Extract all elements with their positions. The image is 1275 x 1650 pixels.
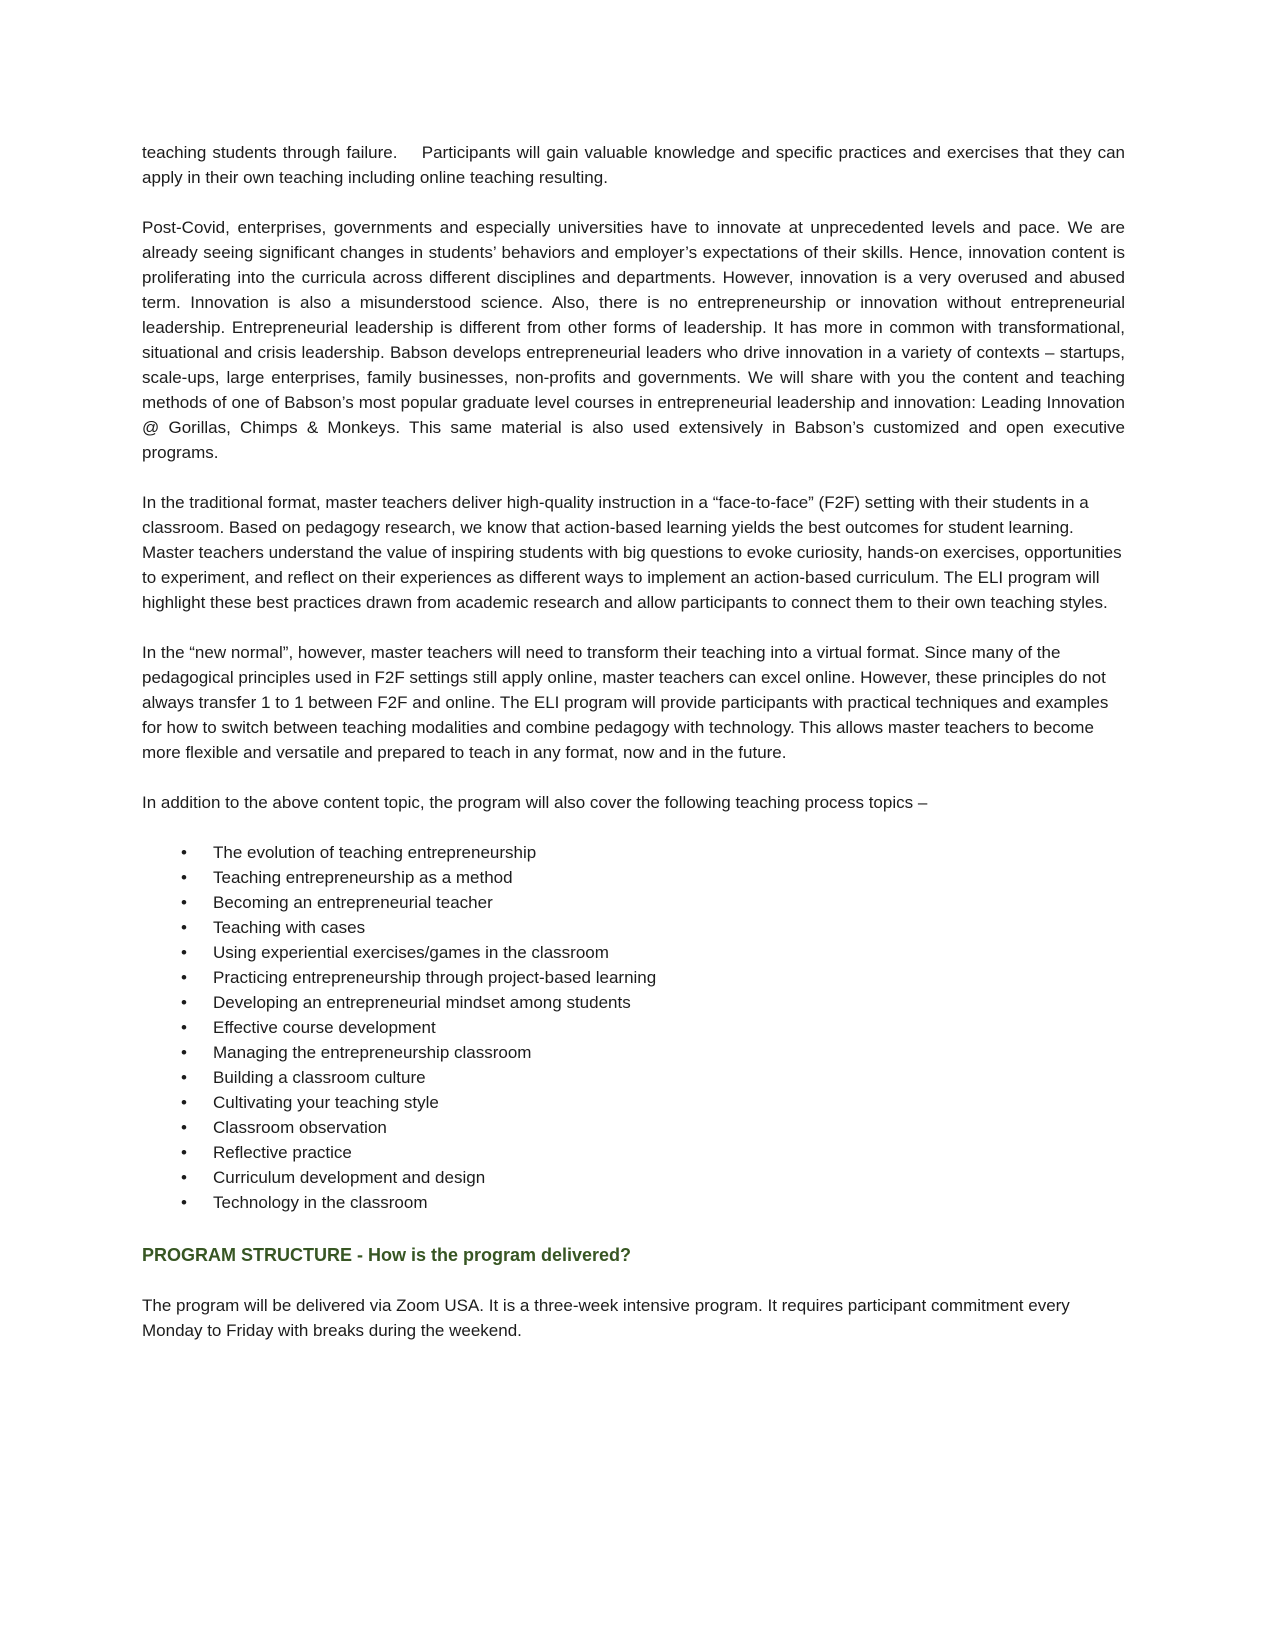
- list-item-label: Using experiential exercises/games in the classroom: [213, 943, 609, 962]
- bullet-icon: •: [181, 968, 187, 987]
- list-item-label: Practicing entrepreneurship through project-based learning: [213, 968, 657, 987]
- list-item-label: Technology in the classroom: [213, 1193, 428, 1212]
- list-item: [142, 965, 1125, 990]
- bullet-icon: •: [181, 918, 187, 937]
- list-item: [142, 1165, 1125, 1190]
- section-heading-program-structure: PROGRAM STRUCTURE - How is the program delivered?: [142, 1245, 632, 1265]
- paragraph-new-normal: In the “new normal”, however, master teachers will need to transform their teaching into a virtual format. Since many of the pedagogical principles used in F2F settings still apply online, master teachers can excel online. However, these principles do not always transfer 1 to 1 between F2F and online. The ELI program will provide participants with practical techniques and examples for how to switch between teaching modalities and combine pedagogy with technology. This allows master teachers to become more flexible and versatile and prepared to teach in any format, now and in the future.: [142, 643, 1114, 762]
- bullet-icon: •: [181, 1068, 187, 1087]
- teaching-topics-list: [142, 840, 1125, 1215]
- bullet-icon: •: [181, 1193, 187, 1212]
- list-item: [142, 890, 1125, 915]
- bullet-icon: •: [181, 893, 187, 912]
- list-item-label: Reflective practice: [213, 1143, 352, 1162]
- list-item-label: Building a classroom culture: [213, 1068, 426, 1087]
- bullet-icon: •: [181, 868, 187, 887]
- bullet-icon: •: [181, 1168, 187, 1187]
- list-item-label: Becoming an entrepreneurial teacher: [213, 893, 493, 912]
- list-item: [142, 1140, 1125, 1165]
- list-item: [142, 865, 1125, 890]
- list-item: [142, 940, 1125, 965]
- bullet-icon: •: [181, 1018, 187, 1037]
- list-item-label: Curriculum development and design: [213, 1168, 486, 1187]
- list-item: [142, 990, 1125, 1015]
- paragraph-traditional-format: In the traditional format, master teachers deliver high-quality instruction in a “face-to-face” (F2F) setting with their students in a classroom. Based on pedagogy research, we know that action-based learning yields the best outcomes for student learning. Master teachers understand the value of inspiring students with big questions to evoke curiosity, hands-on exercises, opportunities to experiment, and reflect on their experiences as different ways to implement an action-based curriculum. The ELI program will highlight these best practices drawn from academic research and allow participants to connect them to their own teaching styles.: [142, 493, 1127, 612]
- list-item: [142, 1065, 1125, 1090]
- document-content: [142, 140, 1130, 1368]
- list-item-label: Teaching with cases: [213, 918, 366, 937]
- list-item-label: Cultivating your teaching style: [213, 1093, 439, 1112]
- bullet-icon: •: [181, 993, 187, 1012]
- list-item-label: Developing an entrepreneurial mindset among students: [213, 993, 631, 1012]
- list-item: [142, 1115, 1125, 1140]
- list-item-label: The evolution of teaching entrepreneurship: [213, 843, 537, 862]
- bullet-icon: •: [181, 843, 187, 862]
- list-item-label: Effective course development: [213, 1018, 436, 1037]
- list-item-label: Managing the entrepreneurship classroom: [213, 1043, 532, 1062]
- paragraph-post-covid: Post-Covid, enterprises, governments and especially universities have to innovate at unprecedented levels and pace. We are already seeing significant changes in students’ behaviors and employer’s expectations of their skills. Hence, innovation content is proliferating into the curricula across different disciplines and departments. However, innovation is a very overused and abused term. Innovation is also a misunderstood science. Also, there is no entrepreneurship or innovation without entrepreneurial leadership. Entrepreneurial leadership is different from other forms of leadership. It has more in common with transformational, situational and crisis leadership. Babson develops entrepreneurial leaders who drive innovation in a variety of contexts – startups, scale-ups, large enterprises, family businesses, non-profits and governments. We will share with you the content and teaching methods of one of Babson’s most popular graduate level courses in entrepreneurial leadership and innovation: Leading Innovation @ Gorillas, Chimps & Monkeys. This same material is also used extensively in Babson’s customized and open executive programs.: [142, 218, 1130, 462]
- list-item: [142, 915, 1125, 940]
- list-item: [142, 840, 1125, 865]
- paragraph-topics-intro: In addition to the above content topic, the program will also cover the following teaching process topics –: [142, 793, 928, 812]
- paragraph-program-delivery: The program will be delivered via Zoom USA. It is a three-week intensive program. It requires participant commitment every Monday to Friday with breaks during the weekend.: [142, 1296, 1075, 1340]
- list-item: [142, 1040, 1125, 1065]
- bullet-icon: •: [181, 1143, 187, 1162]
- bullet-icon: •: [181, 943, 187, 962]
- bullet-icon: •: [181, 1043, 187, 1062]
- list-item: [142, 1190, 1125, 1215]
- bullet-icon: •: [181, 1093, 187, 1112]
- list-item-label: Teaching entrepreneurship as a method: [213, 868, 513, 887]
- paragraph-intro-continuation: teaching students through failure. Participants will gain valuable knowledge and specific practices and exercises that they can apply in their own teaching including online teaching resulting.: [142, 143, 1130, 187]
- list-item-label: Classroom observation: [213, 1118, 387, 1137]
- list-item: [142, 1015, 1125, 1040]
- bullet-icon: •: [181, 1118, 187, 1137]
- list-item: [142, 1090, 1125, 1115]
